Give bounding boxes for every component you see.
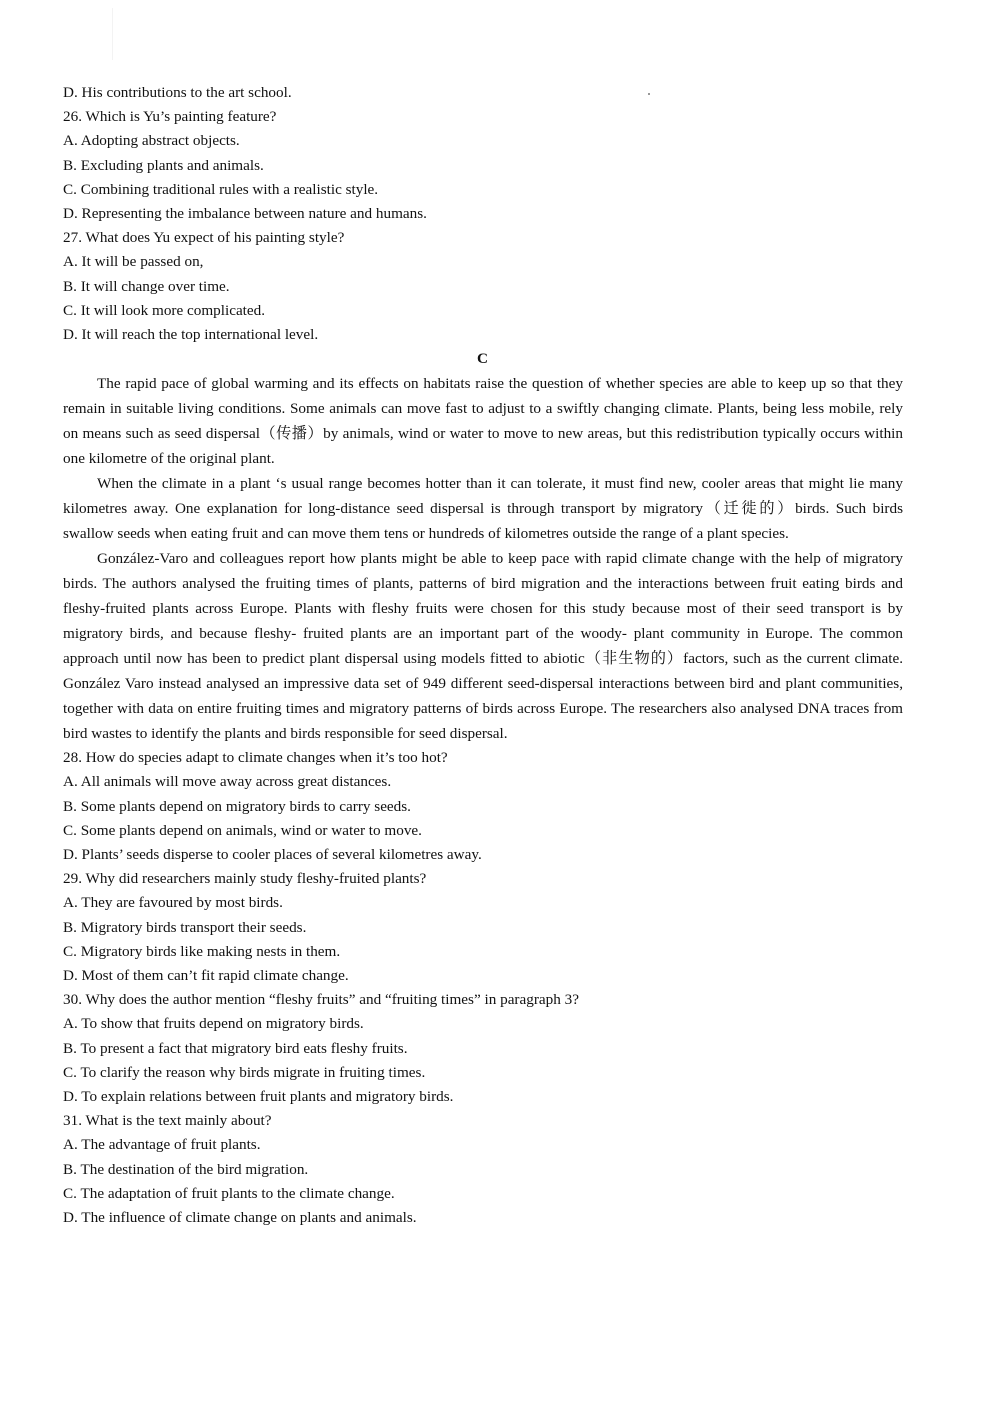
question-27-option-b: B. It will change over time. (63, 277, 230, 295)
question-31 (63, 1109, 903, 1230)
question-27-option-c: C. It will look more complicated. (63, 301, 266, 319)
question-29-option-b: B. Migratory birds transport their seeds. (63, 918, 307, 936)
reading-passage (63, 371, 903, 746)
section-heading: C (477, 350, 488, 368)
question-29-option-d: D. Most of them can’t fit rapid climate change. (63, 967, 349, 985)
passage-paragraph-1: The rapid pace of global warming and its effects on habitats raise the question of whether species are able to keep up so that they remain in suitable living conditions. Some animals can move fast to adjust to a swiftly changing climate. Plants, being less mobile, rely on means such as seed dispersal（传播）by animals, wind or water to move to new areas, but this redistribution typically occurs within one kilometre of the original plant. (63, 375, 903, 468)
question-26-stem: 26. Which is Yu’s painting feature? (63, 108, 277, 126)
question-30-option-a: A. To show that fruits depend on migratory birds. (63, 1015, 364, 1033)
question-26-option-c: C. Combining traditional rules with a realistic style. (63, 180, 379, 198)
scan-edge-mark (112, 8, 113, 60)
question-30 (63, 988, 903, 1109)
question-26-option-d: D. Representing the imbalance between nature and humans. (63, 205, 427, 223)
prev-question-option-d: D. His contributions to the art school. (63, 84, 292, 101)
question-31-option-a: A. The advantage of fruit plants. (63, 1136, 261, 1154)
question-30-option-c: C. To clarify the reason why birds migrate in fruiting times. (63, 1063, 426, 1081)
question-26-option-b: B. Excluding plants and animals. (63, 156, 264, 174)
question-28-option-d: D. Plants’ seeds disperse to cooler places of several kilometres away. (63, 846, 482, 864)
question-29 (63, 867, 903, 988)
question-27 (63, 226, 903, 347)
question-31-option-c: C. The adaptation of fruit plants to the climate change. (63, 1184, 395, 1202)
question-27-option-a: A. It will be passed on, (63, 253, 204, 271)
question-28-option-c: C. Some plants depend on animals, wind or water to move. (63, 821, 422, 839)
question-26-option-a: A. Adopting abstract objects. (63, 132, 240, 150)
question-26 (63, 105, 903, 226)
question-27-option-d: D. It will reach the top international level. (63, 326, 319, 344)
question-28-stem: 28. How do species adapt to climate changes when it’s too hot? (63, 749, 448, 767)
question-30-option-b: B. To present a fact that migratory bird eats fleshy fruits. (63, 1039, 408, 1057)
passage-paragraph-3: González-Varo and colleagues report how plants might be able to keep pace with rapid climate change with the help of migratory birds. The authors analysed the fruiting times of plants, patterns of bird migration and the interactions between fruit eating birds and fleshy-fruited plants across Europe. Plants with fleshy fruits were chosen for this study because most of their seed transport is by migratory birds, and because fleshy- fruited plants are an important part of the woody- plant community in Europe. The common approach until now has been to predict plant dispersal using models fitted to abiotic（非生物的）factors, such as the current climate. González Varo instead analysed an impressive data set of 949 different seed-dispersal interactions between bird and plant communities, together with data on entire fruiting times and migratory patterns of birds across Europe. The researchers also analysed DNA traces from bird wastes to identify the plants and birds responsible for seed dispersal. (63, 550, 903, 743)
question-31-option-b: B. The destination of the bird migration. (63, 1160, 309, 1178)
question-31-stem: 31. What is the text mainly about? (63, 1112, 272, 1130)
passage-paragraph-2: When the climate in a plant ‘s usual range becomes hotter than it can tolerate, it must find new, cooler areas that might lie many kilometres away. One explanation for long-distance seed dispersal is through transport by migratory（迁徙的）birds. Such birds swallow seeds when eating fruit and can move them tens or hundreds of kilometres outside the range of a plant species. (63, 475, 903, 543)
question-28 (63, 746, 903, 867)
question-31-option-d: D. The influence of climate change on plants and animals. (63, 1209, 417, 1227)
question-27-stem: 27. What does Yu expect of his painting style? (63, 229, 345, 247)
question-29-option-a: A. They are favoured by most birds. (63, 894, 283, 912)
question-30-option-d: D. To explain relations between fruit plants and migratory birds. (63, 1088, 454, 1106)
question-28-option-b: B. Some plants depend on migratory birds to carry seeds. (63, 797, 411, 815)
question-29-stem: 29. Why did researchers mainly study fleshy-fruited plants? (63, 870, 427, 888)
question-28-option-a: A. All animals will move away across great distances. (63, 773, 392, 791)
question-29-option-c: C. Migratory birds like making nests in them. (63, 942, 341, 960)
document-content (63, 81, 903, 1230)
question-30-stem: 30. Why does the author mention “fleshy fruits” and “fruiting times” in paragraph 3? (63, 991, 579, 1009)
